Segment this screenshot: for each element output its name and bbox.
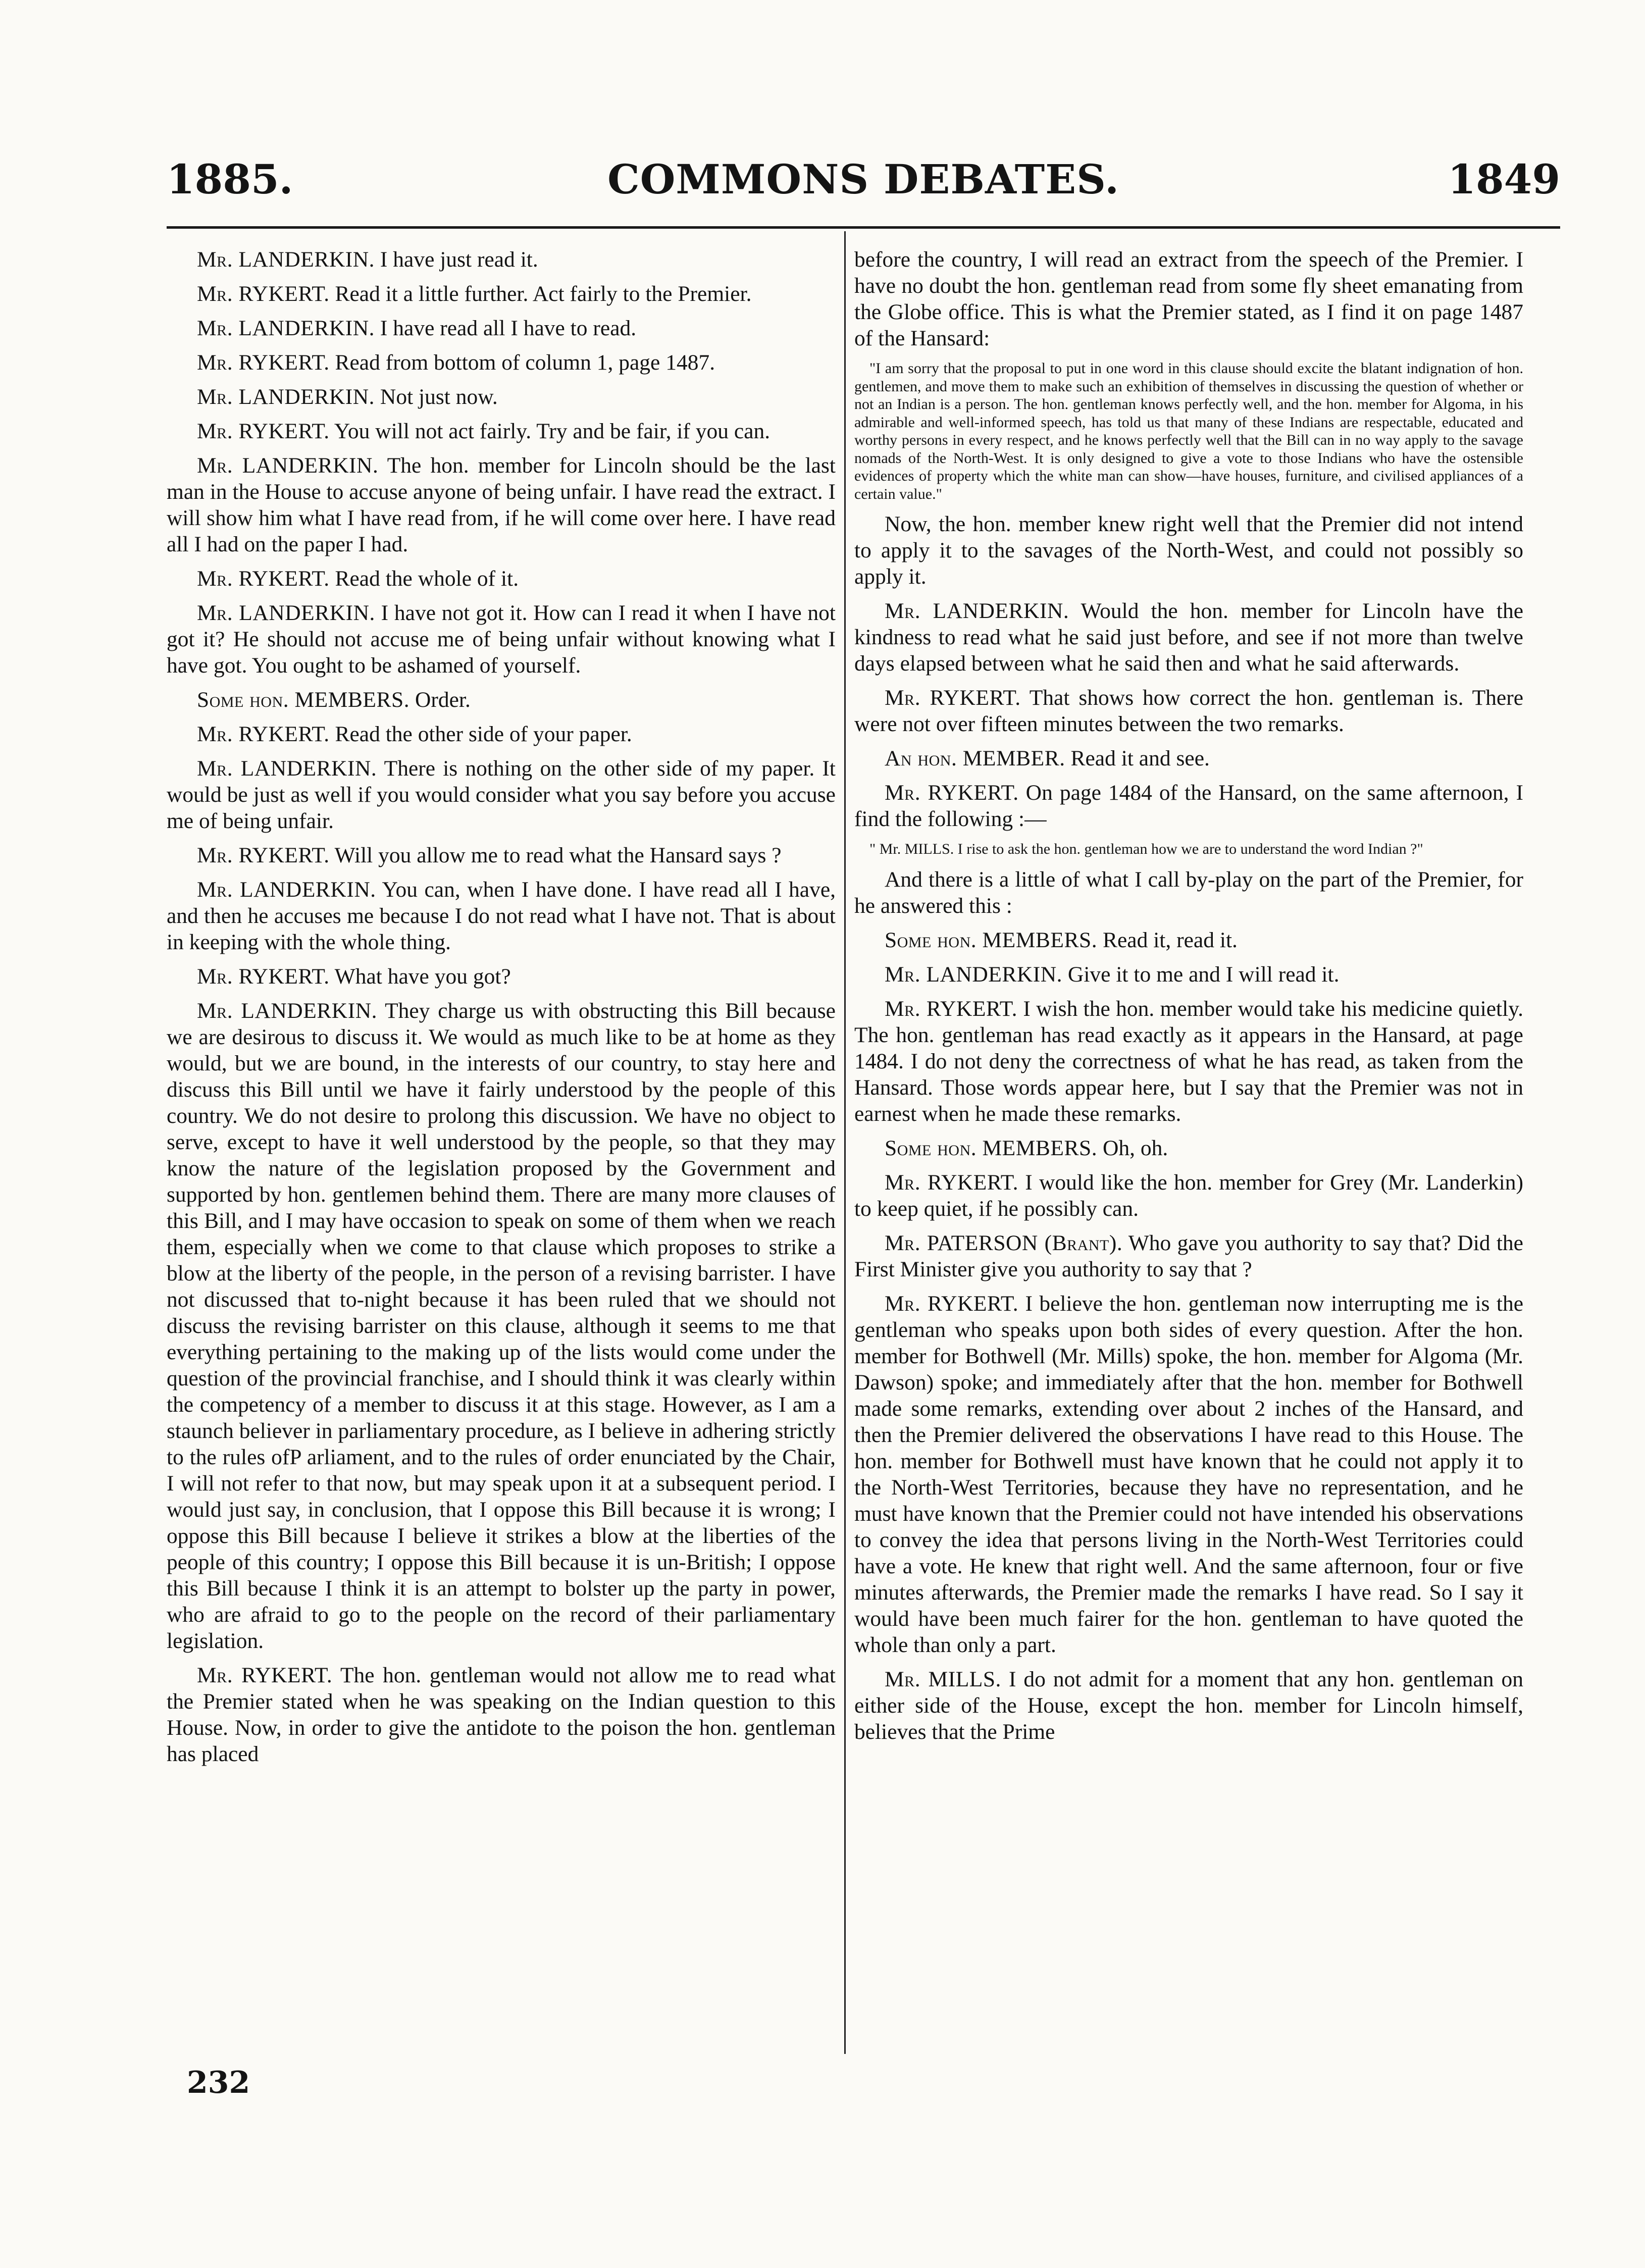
speech-paragraph — [167, 281, 836, 307]
speech-text: Order. — [415, 688, 471, 712]
speech-text: Oh, oh. — [1102, 1136, 1168, 1160]
column-divider — [844, 231, 846, 2054]
speaker-name: Mr. LANDERKIN. — [197, 247, 375, 272]
speaker-name: Mr. LANDERKIN. — [197, 453, 379, 478]
continuation-paragraph — [854, 511, 1523, 590]
speech-paragraph — [854, 780, 1523, 832]
quoted-extract — [854, 840, 1523, 858]
speaker-name: Mr. LANDERKIN. — [197, 999, 377, 1023]
speech-text: Read it and see. — [1070, 746, 1210, 770]
speaker-name: Mr. MILLS. — [885, 1667, 1001, 1691]
speech-text: before the country, I will read an extract from the speech of the Premier. I have no doubt the hon. gentleman read from some fly sheet emanating from the Globe office. This is what the Premier stated, as I find it on page 1487 of the Hansard: — [854, 247, 1523, 350]
speech-paragraph — [854, 996, 1523, 1127]
speaker-name: Mr. RYKERT. — [885, 781, 1019, 805]
speech-paragraph — [854, 1291, 1523, 1658]
speech-text: I have not got it. How can I read it when I have not got it? He should not accuse me of being unfair without knowing what I have got. You ought to be ashamed of yourself. — [167, 601, 836, 678]
signature-mark: 232 — [187, 2065, 250, 2100]
speech-paragraph — [854, 927, 1523, 953]
speech-text: I have just read it. — [380, 247, 538, 272]
speaker-name: Some hon. MEMBERS. — [885, 927, 1098, 952]
header-rule — [167, 226, 1560, 229]
speaker-name: Some hon. MEMBERS. — [197, 688, 410, 712]
speech-paragraph — [167, 877, 836, 955]
speaker-name: Mr. LANDERKIN. — [197, 316, 375, 340]
speech-paragraph — [854, 745, 1523, 771]
speech-paragraph — [167, 600, 836, 679]
speaker-name: Mr. LANDERKIN. — [197, 878, 376, 902]
speech-paragraph — [854, 1135, 1523, 1161]
speech-paragraph — [854, 1666, 1523, 1745]
speaker-name: Mr. LANDERKIN. — [885, 962, 1063, 987]
speech-paragraph — [854, 1230, 1523, 1282]
speech-paragraph — [167, 565, 836, 592]
speech-paragraph — [167, 418, 836, 444]
speech-paragraph — [854, 1169, 1523, 1222]
speech-paragraph — [167, 349, 836, 376]
speech-text: The hon. member for Lincoln should be the last man in the House to accuse anyone of being unfair. I have read the extract. I will show him what I have read from, if he will come over here. I have read all I had on the paper I had. — [167, 453, 836, 556]
speech-text: I would like the hon. member for Grey (Mr. Landerkin) to keep quiet, if he possibly can. — [854, 1170, 1523, 1221]
quoted-extract — [854, 359, 1523, 503]
quote-text: " Mr. MILLS. I rise to ask the hon. gentleman how we are to understand the word Indian ?" — [869, 841, 1423, 857]
speech-paragraph — [167, 687, 836, 713]
continuation-paragraph — [854, 246, 1523, 351]
speech-text: Read the whole of it. — [335, 566, 519, 591]
speech-paragraph — [854, 598, 1523, 677]
speech-text: You will not act fairly. Try and be fair, if you can. — [334, 419, 770, 443]
speech-paragraph — [167, 1662, 836, 1767]
speaker-name: Mr. RYKERT. — [197, 1663, 333, 1687]
speech-text: Give it to me and I will read it. — [1067, 962, 1340, 987]
speech-text: They charge us with obstructing this Bill because we are desirous to discuss it. We would as much like to be at home as they would, but we are bound, in the interests of our country, to stay here and discuss this Bill until we have it fairly understood by the people of this country. We do not desire to prolong this discussion. We have no object to serve, except to have it well understood by the people, so that they may know the nature of the legislation proposed by the Government and supported by hon. gentlemen behind them. There are many more clauses of this Bill, and I may have occasion to speak on some of them when we reach them, especially when we come to that clause which proposes to strike a blow at the liberty of the people, in the person of a revising barrister. I have not discussed that to-night because it has been ruled that we should not discuss the revising barrister on this clause, although it seems to me that everything pertaining to the making up of the lists would come under the question of the provincial franchise, and I should think it was clearly within the competency of a member to discuss it at this stage. However, as I am a staunch believer in parliamentary procedure, as I believe in adhering strictly to the rules ofP arliament, and to the rules of order enunciated by the Chair, I will not refer to that now, but may speak upon it at a subsequent period. I would just say, in conclusion, that I oppose this Bill because it is wrong; I oppose this Bill because I believe it strikes a blow at the liberties of the people of this country; I oppose this Bill because it is un-British; I oppose this Bill because I think it is an attempt to bolster up the party in power, who are afraid to go to the people on the record of their parliamentary legislation. — [167, 999, 836, 1653]
header-year: 1885. — [167, 156, 293, 203]
speaker-name: Mr. LANDERKIN. — [197, 385, 375, 409]
speaker-name: Mr. RYKERT. — [197, 722, 330, 746]
speech-text: Will you allow me to read what the Hansard says ? — [334, 843, 782, 867]
continuation-paragraph — [854, 866, 1523, 919]
speech-text: I have read all I have to read. — [380, 316, 637, 340]
speech-text: And there is a little of what I call by-play on the part of the Premier, for he answered this : — [854, 867, 1523, 918]
speech-text: What have you got? — [334, 964, 511, 989]
speech-text: I believe the hon. gentleman now interrupting me is the gentleman who speaks upon both sides of every question. After the hon. member for Bothwell (Mr. Mills) spoke, the hon. member for Algoma (Mr. Dawson) spoke; and immediately after that the hon. member for Bothwell made some remarks, extending over about 2 inches of the Hansard, and then the Premier delivered the observations I have read to this House. The hon. member for Bothwell must have known that he could not apply it to the North-West Territories, because they have no representation, and he must have known that the Premier could not have intended his observations to convey the idea that persons living in the North-West Territories could have a vote. He knew that right well. And the same afternoon, four or five minutes afterwards, the Premier made the remarks I have read. So I say it would have been much fairer for the hon. gentleman to have quoted the whole than only a part. — [854, 1291, 1523, 1657]
quote-text: "I am sorry that the proposal to put in one word in this clause should excite the blatant indignation of hon. gentlemen, and move them to make such an exhibition of themselves in discussing the question of whether or not an Indian is a person. The hon. gentleman knows perfectly well, and the hon. member for Algoma, in his admirable and well-informed speech, has told us that many of these Indians are respectable, educated and worthy persons in every respect, and he knows perfectly well that the Bill can in no way apply to the savage nomads of the North-West. It is only designed to give a vote to those Indians who have the ostensible evidences of property which the white man can show—have houses, furniture, and civilised appliances of a certain value." — [854, 360, 1523, 502]
speaker-name: Mr. RYKERT. — [197, 282, 330, 306]
speaker-name: Mr. RYKERT. — [197, 566, 330, 591]
speech-text: Read it a little further. Act fairly to the Premier. — [335, 282, 752, 306]
page-header — [167, 151, 1560, 207]
speech-text: The hon. gentleman would not allow me to read what the Premier stated when he was speaking on the Indian question to this House. Now, in order to give the antidote to the poison the hon. gentleman has placed — [167, 1663, 836, 1766]
speech-text: Read from bottom of column 1, page 1487. — [335, 350, 715, 375]
speech-paragraph — [167, 998, 836, 1654]
speech-text: Would the hon. member for Lincoln have the kindness to read what he said just before, and see if not more than twelve days elapsed between what he said then and what he said afterwards. — [854, 599, 1523, 676]
left-column — [167, 246, 836, 2054]
speech-text: You can, when I have done. I have read all I have, and then he accuses me because I do not read what I have not. That is about in keeping with the whole thing. — [167, 878, 836, 954]
speech-paragraph — [167, 452, 836, 557]
right-column — [854, 246, 1523, 2054]
speech-paragraph — [167, 963, 836, 990]
speaker-name: Mr. RYKERT. — [197, 350, 330, 375]
speaker-name: Mr. RYKERT. — [885, 1170, 1018, 1195]
speaker-name: Mr. LANDERKIN. — [197, 601, 375, 625]
speaker-name: Mr. RYKERT. — [885, 1291, 1019, 1316]
speech-paragraph — [167, 755, 836, 834]
speech-paragraph — [167, 842, 836, 868]
speech-text: There is nothing on the other side of my paper. It would be just as well if you would consider what you say before you accuse me of being unfair. — [167, 756, 836, 833]
speech-text: Now, the hon. member knew right well that the Premier did not intend to apply it to the savages of the North-West, and could not possibly so apply it. — [854, 512, 1523, 589]
speaker-name: Mr. RYKERT. — [197, 964, 330, 989]
speech-text: I do not admit for a moment that any hon. gentleman on either side of the House, except the hon. member for Lincoln himself, believes that the Prime — [854, 1667, 1523, 1744]
speech-paragraph — [167, 721, 836, 747]
speech-paragraph — [854, 685, 1523, 737]
speaker-name: Mr. PATERSON (Brant). — [885, 1230, 1123, 1255]
speaker-name: Mr. RYKERT. — [197, 419, 330, 443]
speaker-name: Mr. LANDERKIN. — [197, 756, 377, 781]
header-title: COMMONS DEBATES. — [607, 156, 1119, 203]
speaker-name: Mr. RYKERT. — [197, 843, 330, 867]
speech-paragraph — [854, 961, 1523, 988]
speaker-name: Some hon. MEMBERS. — [885, 1136, 1098, 1160]
speech-text: Not just now. — [380, 385, 498, 409]
speech-text: On page 1484 of the Hansard, on the same afternoon, I find the following :— — [854, 781, 1523, 831]
speech-text: Read it, read it. — [1102, 927, 1238, 952]
speaker-name: Mr. LANDERKIN. — [885, 599, 1069, 623]
speaker-name: An hon. MEMBER. — [885, 746, 1065, 770]
speech-text: Who gave you authority to say that? Did the First Minister give you authority to say that ? — [854, 1230, 1523, 1281]
speech-text: Read the other side of your paper. — [335, 722, 632, 746]
speech-paragraph — [167, 384, 836, 410]
header-page-number: 1849 — [1448, 156, 1560, 203]
speech-paragraph — [167, 246, 836, 273]
speech-text: That shows how correct the hon. gentleman is. There were not over fifteen minutes between the two remarks. — [854, 686, 1523, 736]
speech-text: I wish the hon. member would take his medicine quietly. The hon. gentleman has read exactly as it appears in the Hansard, at page 1484. I do not deny the correctness of what he has read, as taken from the Hansard. Those words appear here, but I say that the Premier was not in earnest when he made these remarks. — [854, 996, 1523, 1126]
speech-paragraph — [167, 315, 836, 341]
speaker-name: Mr. RYKERT. — [885, 686, 1021, 710]
speaker-name: Mr. RYKERT. — [885, 996, 1018, 1021]
